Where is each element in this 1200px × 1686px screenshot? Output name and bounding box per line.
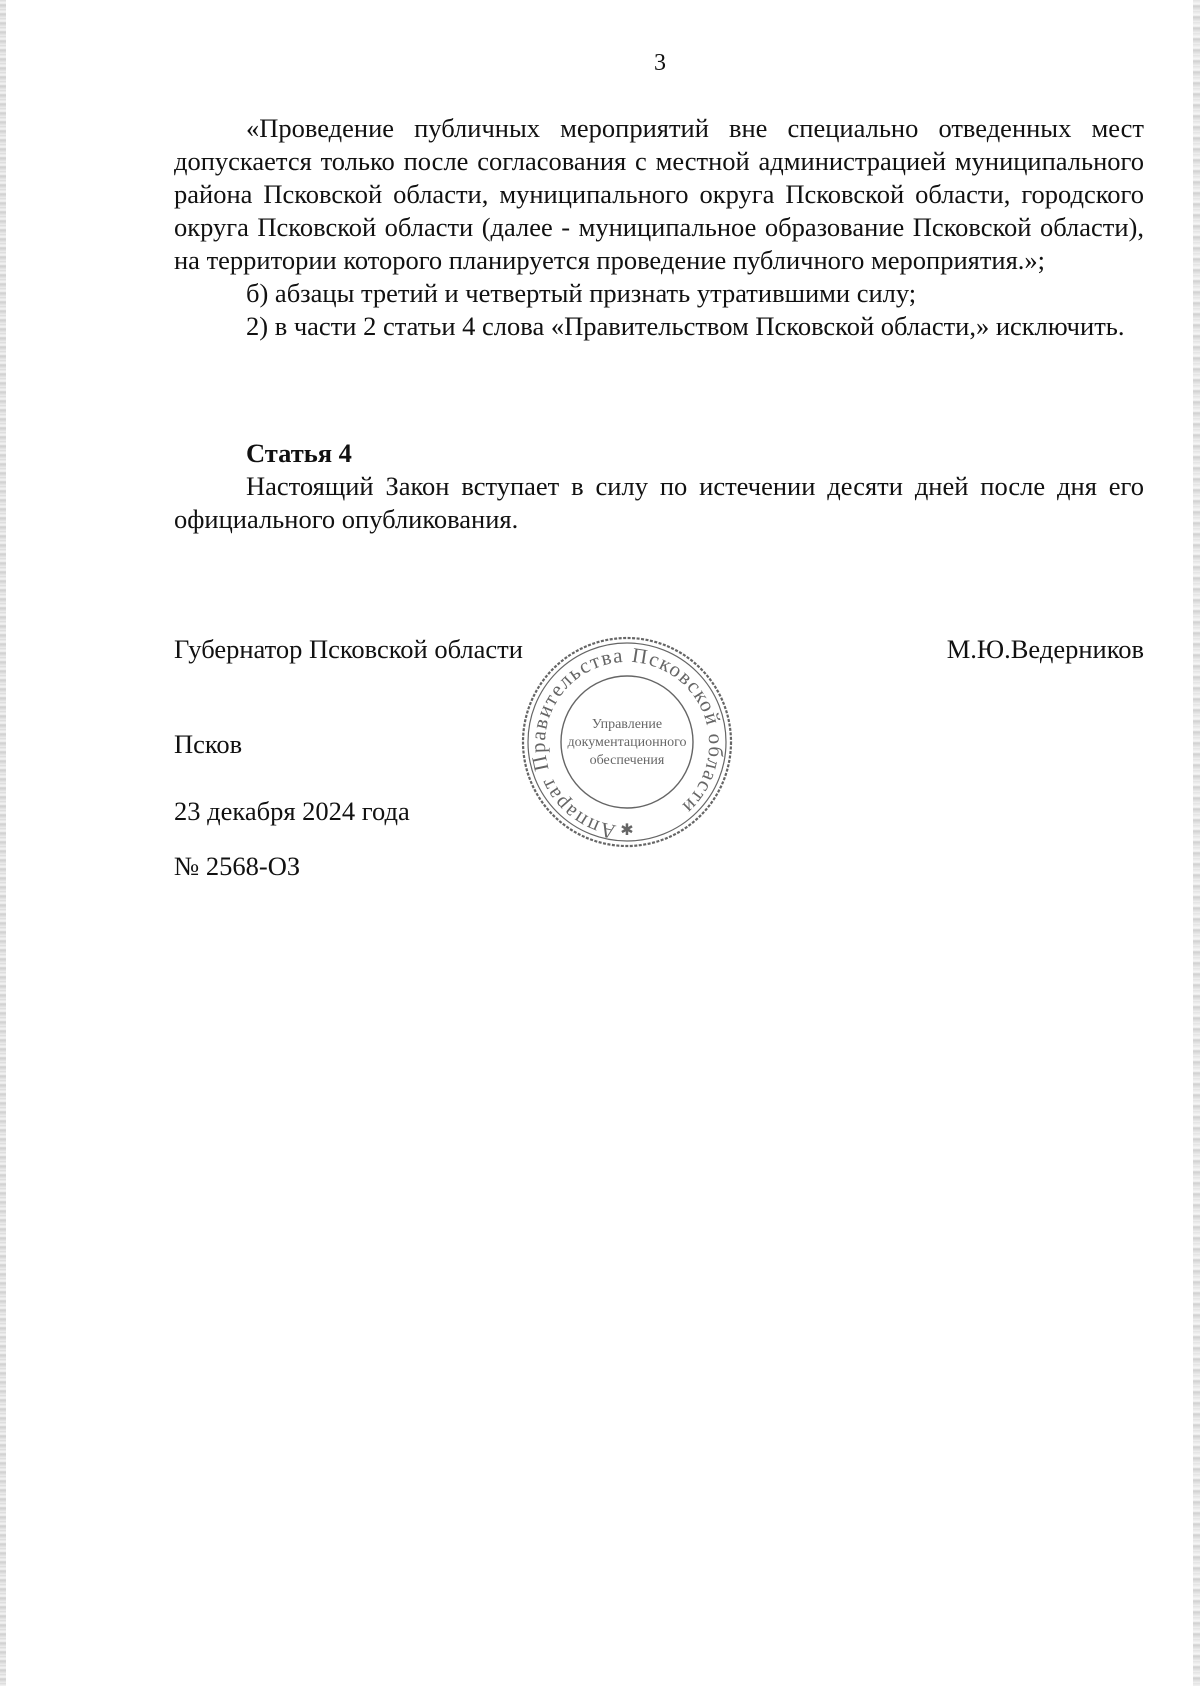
paragraph-quote: «Проведение публичных мероприятий вне специально отведенных мест допускается только после согласования с местной администрацией муниципального района Псковской области, муниципального округа Псковской области, городского округа Псковской области (далее - муниципальное образование Псковской области), на территории которого планируется проведение публичного мероприятия.»; (174, 113, 1144, 275)
article-body (174, 470, 1144, 536)
seal-center-line-3: обеспечения (589, 753, 665, 768)
seal-ring-text: Аппарат Правительства Псковской области (525, 642, 729, 845)
seal-center-line-1: Управление (591, 717, 663, 732)
signing-date: 23 декабря 2024 года (174, 796, 410, 826)
paragraph-b: б) абзацы третий и четвертый признать утратившими силу; (246, 278, 917, 308)
signature-name: М.Ю.Ведерников (946, 634, 1144, 664)
article-text: Настоящий Закон вступает в силу по истечении десяти дней после дня его официального опубликования. (174, 471, 1144, 534)
signature-title: Губернатор Псковской области (174, 634, 523, 664)
law-number: № 2568-ОЗ (174, 851, 301, 881)
seal-center-line-2: документационного (567, 735, 687, 750)
article-heading: Статья 4 (246, 438, 352, 468)
paragraph-2: 2) в части 2 статьи 4 слова «Правительством Псковской области,» исключить. (246, 311, 1125, 341)
amendment-text (174, 112, 1144, 343)
scan-edge-right (1193, 0, 1200, 1686)
scan-edge-left (0, 0, 6, 1686)
official-seal-stamp (515, 630, 740, 852)
seal-star-icon: ✱ (620, 820, 634, 839)
page-number: 3 (654, 50, 666, 76)
place-of-signing: Псков (174, 729, 243, 759)
